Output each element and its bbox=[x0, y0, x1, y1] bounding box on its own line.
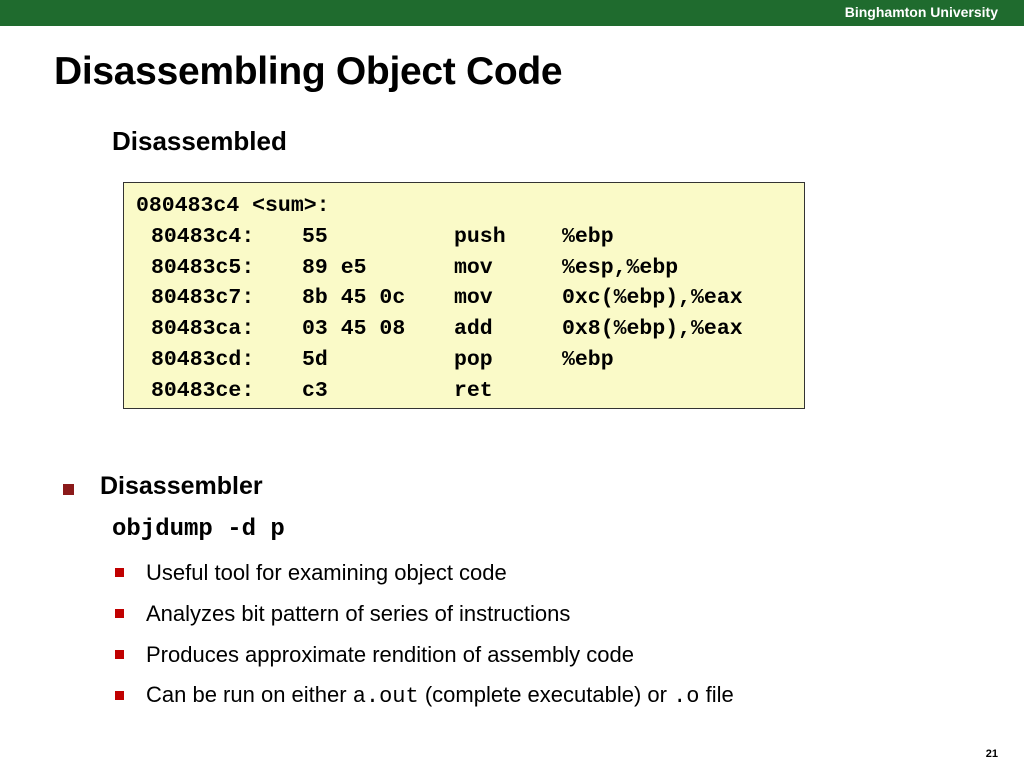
slide-subtitle: Disassembled bbox=[112, 126, 287, 156]
code-bytes: 03 45 08 bbox=[302, 317, 406, 342]
sub-bullet-icon bbox=[115, 568, 124, 577]
code-dot-o: .o bbox=[673, 684, 700, 709]
bullet-square-icon bbox=[63, 484, 74, 495]
code-header-line bbox=[136, 191, 804, 222]
code-row bbox=[136, 283, 804, 314]
sub-bullet-text-mixed bbox=[146, 682, 734, 709]
code-row bbox=[136, 222, 804, 253]
code-address: 80483c4: bbox=[151, 224, 255, 249]
code-opcode: pop bbox=[454, 347, 493, 372]
code-address: 80483c7: bbox=[151, 286, 255, 311]
code-address: 80483c5: bbox=[151, 255, 255, 280]
code-opcode: add bbox=[454, 317, 493, 342]
code-row bbox=[136, 376, 804, 407]
code-opcode: ret bbox=[454, 378, 493, 403]
text-segment: file bbox=[699, 682, 734, 707]
sub-bullet-icon bbox=[115, 691, 124, 700]
code-address: 80483ca: bbox=[151, 317, 255, 342]
code-row bbox=[136, 345, 804, 376]
sub-bullet-text: Useful tool for examining object code bbox=[146, 560, 507, 585]
code-operands: 0x8(%ebp),%eax bbox=[562, 317, 743, 342]
code-row bbox=[136, 314, 804, 345]
code-bytes: 89 e5 bbox=[302, 255, 367, 280]
slide-title: Disassembling Object Code bbox=[54, 50, 563, 93]
code-address: 80483cd: bbox=[151, 347, 255, 372]
header-bar bbox=[0, 0, 1024, 26]
code-opcode: mov bbox=[454, 286, 493, 311]
sub-bullet-text: Analyzes bit pattern of series of instructions bbox=[146, 601, 571, 626]
code-bytes: c3 bbox=[302, 378, 328, 403]
code-bytes: 5d bbox=[302, 347, 328, 372]
sub-bullet-icon bbox=[115, 609, 124, 618]
code-operands: 0xc(%ebp),%eax bbox=[562, 286, 743, 311]
code-bytes: 8b 45 0c bbox=[302, 286, 406, 311]
code-operands: %ebp bbox=[562, 347, 614, 372]
text-segment: (complete executable) or bbox=[418, 682, 674, 707]
code-row bbox=[136, 253, 804, 284]
page-number: 21 bbox=[985, 748, 998, 760]
code-header-text: 080483c4 <sum>: bbox=[136, 194, 330, 218]
code-aout: a.out bbox=[352, 684, 419, 709]
objdump-command: objdump -d p bbox=[112, 516, 285, 543]
text-segment: Can be run on either bbox=[146, 682, 353, 707]
code-box bbox=[123, 182, 805, 409]
sub-bullet-icon bbox=[115, 650, 124, 659]
bullet-disassembler: Disassembler bbox=[100, 472, 263, 500]
sub-bullet-text: Produces approximate rendition of assembly code bbox=[146, 642, 634, 667]
code-opcode: mov bbox=[454, 255, 493, 280]
code-bytes: 55 bbox=[302, 224, 328, 249]
code-opcode: push bbox=[454, 224, 506, 249]
code-address: 80483ce: bbox=[151, 378, 255, 403]
university-name: Binghamton University bbox=[844, 4, 998, 20]
code-operands: %esp,%ebp bbox=[562, 255, 679, 280]
code-operands: %ebp bbox=[562, 224, 614, 249]
